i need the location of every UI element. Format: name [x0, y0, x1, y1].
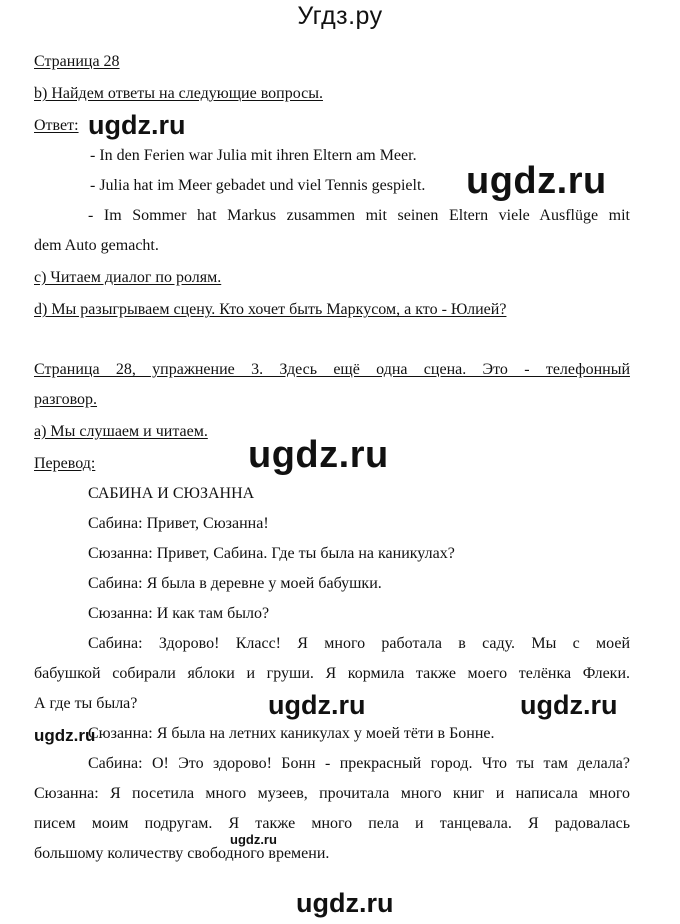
dialog-line: бабушкой собирали яблоки и груши. Я кормила также моего телёнка Флеки.	[34, 665, 630, 682]
watermark: ugdz.ru	[88, 110, 186, 140]
site-title: Угдз.ру	[297, 2, 383, 30]
answer-line: - In den Ferien war Julia mit ihren Eltern am Meer.	[90, 147, 417, 164]
watermark: ugdz.ru	[268, 690, 366, 720]
question-b: b) Найдем ответы на следующие вопросы.	[34, 85, 323, 102]
dialog-line: писем моим подругам. Я также много пела и танцевала. Я радовалась	[34, 815, 630, 832]
dialog-line: большому количеству свободного времени.	[34, 845, 330, 862]
question-d: d) Мы разыгрываем сцену. Кто хочет быть Маркусом, а кто - Юлией?	[34, 301, 507, 318]
watermark: ugdz.ru	[248, 434, 389, 476]
dialog-line: Сабина: Здорово! Класс! Я много работала в саду. Мы с моей	[88, 635, 630, 652]
exercise-heading-cont: разговор.	[34, 391, 98, 408]
answer-line: - Im Sommer hat Markus zusammen mit seinen Eltern viele Ausflüge mit	[88, 207, 630, 224]
page-heading: Страница 28	[34, 53, 120, 70]
question-c: c) Читаем диалог по ролям.	[34, 269, 222, 286]
exercise-heading: Страница 28, упражнение 3. Здесь ещё одна сцена. Это - телефонный	[34, 361, 630, 378]
question-a: а) Мы слушаем и читаем.	[34, 423, 208, 440]
watermark: ugdz.ru	[296, 888, 394, 918]
answer-line: dem Auto gemacht.	[34, 237, 159, 254]
dialog-line: Сюзанна: Привет, Сабина. Где ты была на каникулах?	[88, 545, 455, 562]
watermark: ugdz.ru	[230, 832, 277, 847]
answer-line: - Julia hat im Meer gebadet und viel Tennis gespielt.	[90, 177, 426, 194]
dialog-line: Сюзанна: Я была на летних каникулах у моей тёти в Бонне.	[88, 725, 495, 742]
dialog-line: Сюзанна: И как там было?	[88, 605, 270, 622]
watermark: ugdz.ru	[520, 690, 618, 720]
dialog-title: САБИНА И СЮЗАННА	[88, 485, 255, 502]
dialog-line: Сюзанна: Я посетила много музеев, прочитала много книг и написала много	[34, 785, 630, 802]
dialog-line: Сабина: Привет, Сюзанна!	[88, 515, 269, 532]
answer-label: Ответ:	[34, 117, 79, 134]
watermark: ugdz.ru	[466, 160, 607, 202]
dialog-line: Сабина: Я была в деревне у моей бабушки.	[88, 575, 382, 592]
watermark: ugdz.ru	[34, 726, 96, 745]
dialog-line: А где ты была?	[34, 695, 138, 712]
dialog-line: Сабина: О! Это здорово! Бонн - прекрасный город. Что ты там делала?	[88, 755, 630, 772]
translation-label: Перевод:	[34, 455, 96, 472]
